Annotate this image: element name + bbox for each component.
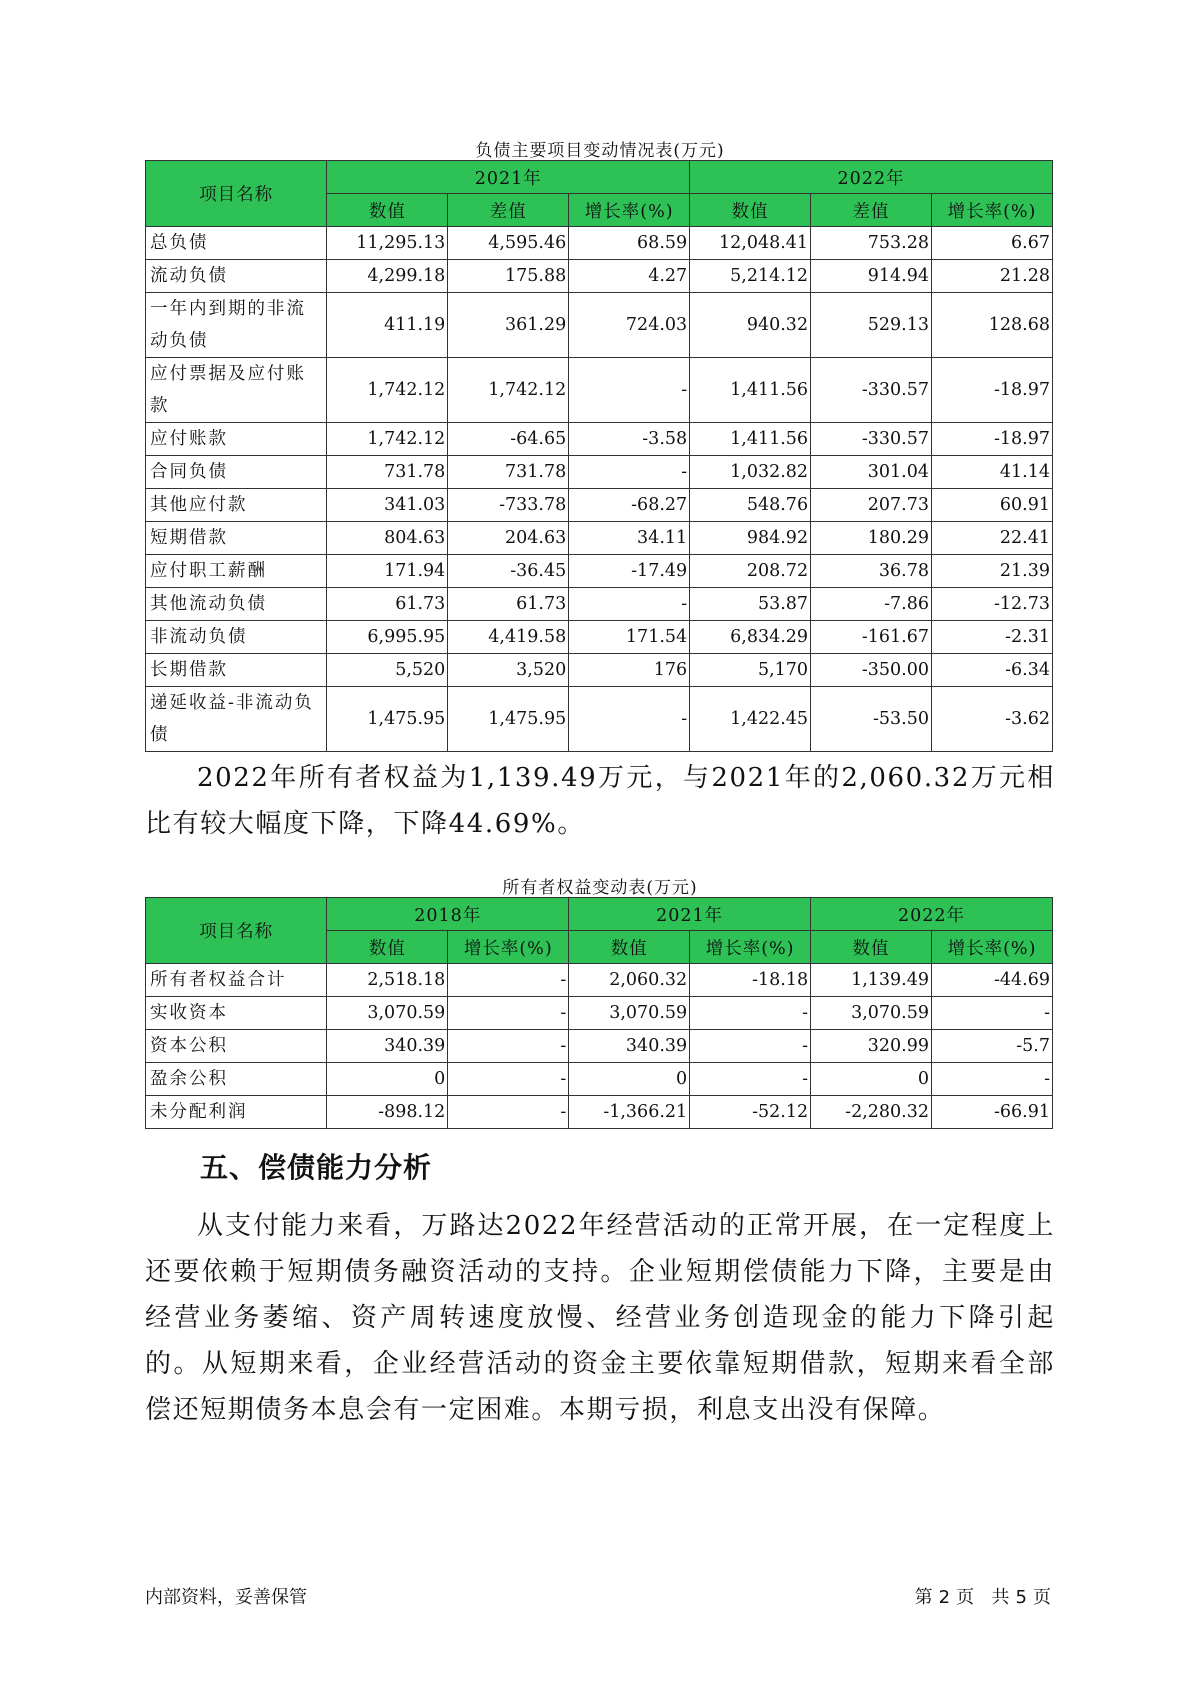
table-row bbox=[146, 456, 1053, 489]
difference-header: 差值 bbox=[448, 194, 569, 227]
row-label: 递延收益-非流动负债 bbox=[146, 687, 327, 752]
solvency-analysis-paragraph: 从支付能力来看，万路达2022年经营活动的正常开展，在一定程度上还要依赖于短期债务融资活动的支持。企业短期偿债能力下降，主要是由经营业务萎缩、资产周转速度放慢、经营业务创造现金的能力下降引起的。从短期来看，企业经营活动的资金主要依靠短期借款，短期来看全部偿还短期债务本息会有一定困难。本期亏损，利息支出没有保障。 bbox=[145, 1211, 1055, 1425]
row-label: 其他流动负债 bbox=[146, 588, 327, 621]
value-header: 数值 bbox=[327, 931, 448, 964]
table-cell: 176 bbox=[569, 654, 690, 687]
table-cell: -44.69 bbox=[932, 964, 1053, 997]
table-cell: -2,280.32 bbox=[811, 1096, 932, 1129]
table-cell: 171.94 bbox=[327, 555, 448, 588]
table-cell: 6,995.95 bbox=[327, 621, 448, 654]
table-cell: 411.19 bbox=[327, 293, 448, 358]
total-prefix: 共 bbox=[991, 1587, 1010, 1608]
table-cell: - bbox=[569, 456, 690, 489]
value-header: 数值 bbox=[569, 931, 690, 964]
table-cell: 0 bbox=[569, 1063, 690, 1096]
table-cell: 1,742.12 bbox=[327, 358, 448, 423]
table-cell: 21.28 bbox=[932, 260, 1053, 293]
table-cell: -52.12 bbox=[690, 1096, 811, 1129]
table-row bbox=[146, 555, 1053, 588]
table-cell: - bbox=[448, 1096, 569, 1129]
table-cell: 1,032.82 bbox=[690, 456, 811, 489]
table-cell: 731.78 bbox=[448, 456, 569, 489]
total-pages: 5 bbox=[1015, 1587, 1027, 1608]
growth-rate-header: 增长率(%) bbox=[448, 931, 569, 964]
table-cell: -18.18 bbox=[690, 964, 811, 997]
year-header: 2022年 bbox=[690, 161, 1053, 194]
growth-rate-header: 增长率(%) bbox=[932, 194, 1053, 227]
row-label: 应付票据及应付账款 bbox=[146, 358, 327, 423]
table-cell: 4.27 bbox=[569, 260, 690, 293]
value-header: 数值 bbox=[690, 194, 811, 227]
table-cell: 180.29 bbox=[811, 522, 932, 555]
table-row bbox=[146, 654, 1053, 687]
table-cell: 22.41 bbox=[932, 522, 1053, 555]
table-cell: 34.11 bbox=[569, 522, 690, 555]
table-cell: 0 bbox=[327, 1063, 448, 1096]
table-cell: 3,070.59 bbox=[327, 997, 448, 1030]
table-cell: 175.88 bbox=[448, 260, 569, 293]
table-row bbox=[146, 423, 1053, 456]
table-cell: 1,475.95 bbox=[327, 687, 448, 752]
table-cell: 4,595.46 bbox=[448, 227, 569, 260]
table-cell: 984.92 bbox=[690, 522, 811, 555]
table-cell: 208.72 bbox=[690, 555, 811, 588]
equity-table-caption: 所有者权益变动表(万元) bbox=[502, 878, 698, 898]
table-cell: -3.58 bbox=[569, 423, 690, 456]
year-header: 2018年 bbox=[327, 898, 569, 931]
table-cell: -3.62 bbox=[932, 687, 1053, 752]
table-cell: 207.73 bbox=[811, 489, 932, 522]
equity-summary-paragraph: 2022年所有者权益为1,139.49万元，与2021年的2,060.32万元相比有较大幅度下降，下降44.69%。 bbox=[145, 763, 1055, 839]
table-cell: 61.73 bbox=[327, 588, 448, 621]
table-cell: 340.39 bbox=[327, 1030, 448, 1063]
table-cell: - bbox=[448, 1030, 569, 1063]
table-cell: 1,139.49 bbox=[811, 964, 932, 997]
section-heading: 五、偿债能力分析 bbox=[200, 1151, 433, 1184]
table-cell: -17.49 bbox=[569, 555, 690, 588]
table-cell: 1,411.56 bbox=[690, 423, 811, 456]
row-label: 其他应付款 bbox=[146, 489, 327, 522]
table-row bbox=[146, 997, 1053, 1030]
table-cell: 0 bbox=[811, 1063, 932, 1096]
table-cell: - bbox=[690, 1030, 811, 1063]
table-cell: -66.91 bbox=[932, 1096, 1053, 1129]
table-cell: - bbox=[569, 588, 690, 621]
table-cell: 301.04 bbox=[811, 456, 932, 489]
table-row bbox=[146, 489, 1053, 522]
growth-rate-header: 增长率(%) bbox=[569, 194, 690, 227]
table-cell: 361.29 bbox=[448, 293, 569, 358]
row-label: 未分配利润 bbox=[146, 1096, 327, 1129]
row-label: 一年内到期的非流动负债 bbox=[146, 293, 327, 358]
row-label: 非流动负债 bbox=[146, 621, 327, 654]
table-cell: 6,834.29 bbox=[690, 621, 811, 654]
table-row bbox=[146, 1063, 1053, 1096]
table-row bbox=[146, 621, 1053, 654]
table-cell: -12.73 bbox=[932, 588, 1053, 621]
table-cell: -350.00 bbox=[811, 654, 932, 687]
total-unit: 页 bbox=[1033, 1587, 1051, 1608]
growth-rate-header: 增长率(%) bbox=[932, 931, 1053, 964]
value-header: 数值 bbox=[327, 194, 448, 227]
table-cell: 341.03 bbox=[327, 489, 448, 522]
table-cell: 1,422.45 bbox=[690, 687, 811, 752]
row-label: 长期借款 bbox=[146, 654, 327, 687]
table-cell: -7.86 bbox=[811, 588, 932, 621]
table-row bbox=[146, 1096, 1053, 1129]
value-header: 数值 bbox=[811, 931, 932, 964]
table-cell: 753.28 bbox=[811, 227, 932, 260]
table-cell: 6.67 bbox=[932, 227, 1053, 260]
equity-table bbox=[145, 897, 1053, 1129]
footer-confidential-note: 内部资料，妥善保管 bbox=[145, 1587, 307, 1608]
table-cell: -898.12 bbox=[327, 1096, 448, 1129]
year-header: 2022年 bbox=[811, 898, 1053, 931]
table-cell: 340.39 bbox=[569, 1030, 690, 1063]
table-row bbox=[146, 293, 1053, 358]
item-name-header: 项目名称 bbox=[146, 898, 327, 964]
table-cell: 4,299.18 bbox=[327, 260, 448, 293]
table-row bbox=[146, 358, 1053, 423]
table-cell: -68.27 bbox=[569, 489, 690, 522]
liability-table-caption: 负债主要项目变动情况表(万元) bbox=[475, 141, 725, 161]
table-cell: - bbox=[569, 687, 690, 752]
difference-header: 差值 bbox=[811, 194, 932, 227]
table-cell: 320.99 bbox=[811, 1030, 932, 1063]
table-cell: - bbox=[932, 997, 1053, 1030]
year-header: 2021年 bbox=[569, 898, 811, 931]
table-cell: - bbox=[448, 964, 569, 997]
table-row bbox=[146, 1030, 1053, 1063]
table-cell: 128.68 bbox=[932, 293, 1053, 358]
table-cell: 1,742.12 bbox=[448, 358, 569, 423]
table-cell: - bbox=[690, 997, 811, 1030]
table-cell: 4,419.58 bbox=[448, 621, 569, 654]
table-cell: 41.14 bbox=[932, 456, 1053, 489]
page-prefix: 第 bbox=[914, 1587, 933, 1608]
row-label: 短期借款 bbox=[146, 522, 327, 555]
table-cell: - bbox=[448, 1063, 569, 1096]
table-cell: -330.57 bbox=[811, 358, 932, 423]
table-cell: -330.57 bbox=[811, 423, 932, 456]
footer-page-info bbox=[912, 1583, 1054, 1609]
table-row bbox=[146, 260, 1053, 293]
table-cell: 5,520 bbox=[327, 654, 448, 687]
table-cell: 731.78 bbox=[327, 456, 448, 489]
table-cell: -161.67 bbox=[811, 621, 932, 654]
row-label: 合同负债 bbox=[146, 456, 327, 489]
page-unit: 页 bbox=[956, 1587, 975, 1608]
table-cell: 1,742.12 bbox=[327, 423, 448, 456]
page-number: 2 bbox=[938, 1587, 951, 1608]
table-cell: 724.03 bbox=[569, 293, 690, 358]
table-cell: 1,411.56 bbox=[690, 358, 811, 423]
table-cell: 5,214.12 bbox=[690, 260, 811, 293]
table-cell: -36.45 bbox=[448, 555, 569, 588]
table-cell: 3,070.59 bbox=[811, 997, 932, 1030]
table-row bbox=[146, 687, 1053, 752]
growth-rate-header: 增长率(%) bbox=[690, 931, 811, 964]
table-cell: -2.31 bbox=[932, 621, 1053, 654]
table-cell: 12,048.41 bbox=[690, 227, 811, 260]
table-cell: 2,060.32 bbox=[569, 964, 690, 997]
table-row bbox=[146, 227, 1053, 260]
item-name-header: 项目名称 bbox=[146, 161, 327, 227]
table-cell: 171.54 bbox=[569, 621, 690, 654]
table-cell: - bbox=[932, 1063, 1053, 1096]
table-cell: 3,070.59 bbox=[569, 997, 690, 1030]
table-cell: -5.7 bbox=[932, 1030, 1053, 1063]
table-cell: -18.97 bbox=[932, 358, 1053, 423]
table-cell: - bbox=[448, 997, 569, 1030]
table-cell: 1,475.95 bbox=[448, 687, 569, 752]
table-cell: 21.39 bbox=[932, 555, 1053, 588]
table-cell: -64.65 bbox=[448, 423, 569, 456]
row-label: 流动负债 bbox=[146, 260, 327, 293]
table-cell: -18.97 bbox=[932, 423, 1053, 456]
table-cell: 60.91 bbox=[932, 489, 1053, 522]
table-cell: 68.59 bbox=[569, 227, 690, 260]
table-cell: 61.73 bbox=[448, 588, 569, 621]
row-label: 应付账款 bbox=[146, 423, 327, 456]
table-cell: 548.76 bbox=[690, 489, 811, 522]
table-cell: 3,520 bbox=[448, 654, 569, 687]
row-label: 实收资本 bbox=[146, 997, 327, 1030]
table-cell: -53.50 bbox=[811, 687, 932, 752]
table-cell: - bbox=[690, 1063, 811, 1096]
table-cell: 5,170 bbox=[690, 654, 811, 687]
table-cell: 204.63 bbox=[448, 522, 569, 555]
table-cell: 529.13 bbox=[811, 293, 932, 358]
table-cell: - bbox=[569, 358, 690, 423]
table-cell: 11,295.13 bbox=[327, 227, 448, 260]
table-row bbox=[146, 964, 1053, 997]
row-label: 盈余公积 bbox=[146, 1063, 327, 1096]
liability-table bbox=[145, 160, 1053, 752]
row-label: 资本公积 bbox=[146, 1030, 327, 1063]
row-label: 所有者权益合计 bbox=[146, 964, 327, 997]
row-label: 应付职工薪酬 bbox=[146, 555, 327, 588]
table-cell: 36.78 bbox=[811, 555, 932, 588]
table-cell: -6.34 bbox=[932, 654, 1053, 687]
table-cell: 914.94 bbox=[811, 260, 932, 293]
year-header: 2021年 bbox=[327, 161, 690, 194]
row-label: 总负债 bbox=[146, 227, 327, 260]
table-cell: -733.78 bbox=[448, 489, 569, 522]
table-cell: 804.63 bbox=[327, 522, 448, 555]
table-cell: 940.32 bbox=[690, 293, 811, 358]
table-cell: 53.87 bbox=[690, 588, 811, 621]
table-row bbox=[146, 522, 1053, 555]
table-cell: 2,518.18 bbox=[327, 964, 448, 997]
table-cell: -1,366.21 bbox=[569, 1096, 690, 1129]
table-row bbox=[146, 588, 1053, 621]
